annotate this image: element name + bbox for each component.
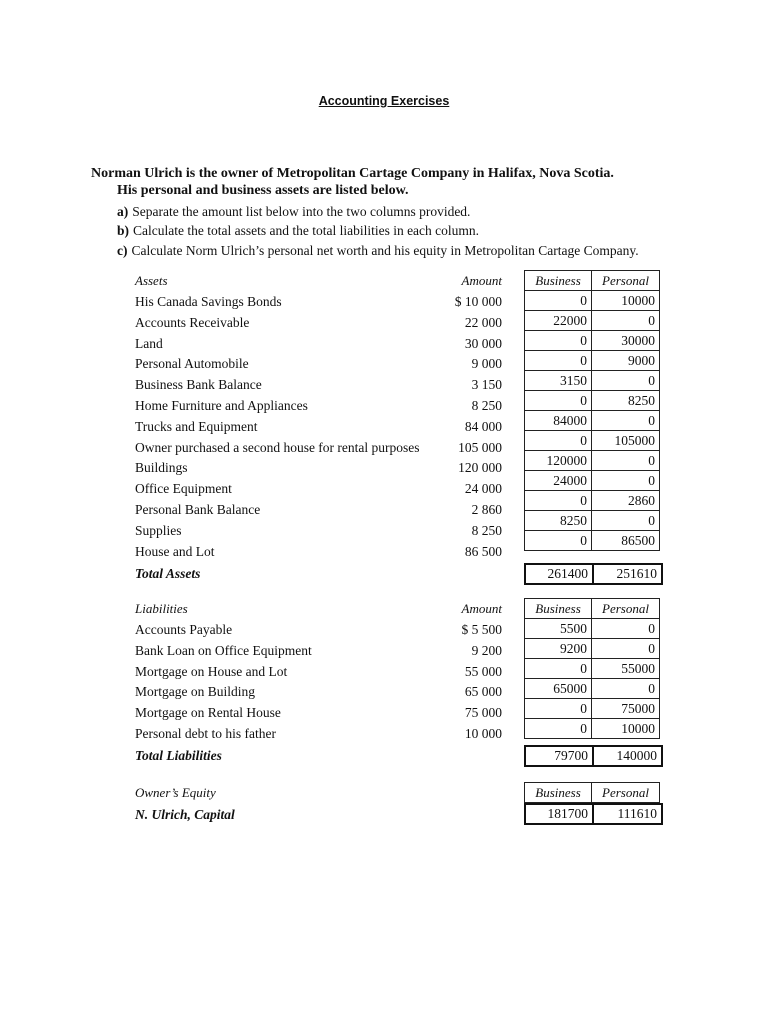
- row-amount: $ 5 500: [461, 622, 502, 637]
- row-label: Personal Automobile: [135, 356, 249, 372]
- business-cell: 22000: [525, 311, 592, 331]
- liabilities-grid-row: [525, 719, 660, 739]
- question-letter: b): [117, 223, 130, 238]
- business-cell: 3150: [525, 371, 592, 391]
- business-heading: Business: [525, 271, 592, 291]
- intro-line-2: His personal and business assets are listed below.: [117, 183, 409, 198]
- business-cell: 0: [525, 351, 592, 371]
- row-amount: 105 000: [458, 439, 502, 455]
- row-amount: 75 000: [464, 705, 502, 721]
- business-cell: 8250: [525, 511, 592, 531]
- assets-grid-row: [525, 351, 660, 371]
- row-amount: 10 000: [464, 726, 502, 741]
- business-cell: 0: [525, 719, 592, 739]
- business-cell: 0: [525, 491, 592, 511]
- question-letter: c): [117, 243, 128, 258]
- row-label: Owner purchased a second house for rental purposes: [135, 439, 420, 455]
- equity-capital-label: N. Ulrich, Capital: [135, 807, 235, 822]
- personal-cell: 0: [592, 451, 660, 471]
- question-letter: a): [117, 204, 129, 219]
- personal-heading: Personal: [592, 599, 660, 619]
- business-cell: 65000: [525, 679, 592, 699]
- assets-total-personal: 251610: [593, 564, 662, 584]
- equity-personal: 111610: [593, 804, 662, 824]
- liabilities-total-personal: 140000: [593, 746, 662, 766]
- equity-grid-header: [525, 783, 660, 803]
- assets-total-business: 261400: [525, 564, 593, 584]
- equity-total-box: [524, 803, 663, 825]
- row-label: Bank Loan on Office Equipment: [135, 642, 312, 658]
- business-cell: 0: [525, 531, 592, 551]
- row-label: Accounts Payable: [135, 622, 233, 637]
- page-title: Accounting Exercises: [318, 94, 450, 108]
- personal-cell: 9000: [592, 351, 660, 371]
- liabilities-grid-header: [525, 599, 660, 619]
- assets-grid-row: [525, 431, 660, 451]
- assets-grid-row: [525, 411, 660, 431]
- assets-grid-row: [525, 291, 660, 311]
- row-amount: 9 200: [471, 642, 502, 658]
- question-c: [117, 243, 639, 259]
- personal-cell: 10000: [592, 291, 660, 311]
- business-heading: Business: [525, 599, 592, 619]
- assets-grid-header: [525, 271, 660, 291]
- assets-grid-row: [525, 471, 660, 491]
- liabilities-amount-heading: Amount: [461, 601, 502, 616]
- assets-grid: [524, 270, 660, 551]
- row-label: Home Furniture and Appliances: [135, 398, 308, 413]
- row-amount: 2 860: [471, 502, 502, 517]
- assets-heading: Assets: [135, 273, 168, 288]
- row-label: Personal Bank Balance: [135, 502, 261, 517]
- assets-grid-row: [525, 511, 660, 531]
- assets-grid-row: [525, 391, 660, 411]
- question-text: Calculate the total assets and the total liabilities in each column.: [133, 223, 480, 238]
- row-label: Office Equipment: [135, 481, 232, 497]
- business-cell: 0: [525, 659, 592, 679]
- row-label: Business Bank Balance: [135, 377, 262, 393]
- row-label: His Canada Savings Bonds: [135, 294, 282, 309]
- row-amount: 8 250: [471, 522, 502, 538]
- row-amount: 24 000: [464, 481, 502, 497]
- business-cell: 0: [525, 699, 592, 719]
- row-label: House and Lot: [135, 543, 215, 559]
- question-a: [117, 204, 470, 220]
- row-amount: 86 500: [464, 543, 502, 559]
- personal-cell: 0: [592, 511, 660, 531]
- assets-grid-row: [525, 311, 660, 331]
- row-amount: 22 000: [464, 314, 502, 330]
- personal-cell: 0: [592, 619, 660, 639]
- business-cell: 9200: [525, 639, 592, 659]
- personal-cell: 2860: [592, 491, 660, 511]
- assets-total-label: Total Assets: [135, 566, 201, 581]
- assets-grid-row: [525, 491, 660, 511]
- personal-cell: 8250: [592, 391, 660, 411]
- liabilities-total-business: 79700: [525, 746, 593, 766]
- assets-amount-heading: Amount: [461, 273, 502, 288]
- question-text: Separate the amount list below into the two columns provided.: [132, 204, 471, 219]
- personal-cell: 0: [592, 679, 660, 699]
- business-heading: Business: [525, 783, 592, 803]
- personal-cell: 105000: [592, 431, 660, 451]
- row-amount: 3 150: [471, 377, 502, 393]
- personal-cell: 0: [592, 639, 660, 659]
- row-amount: 84 000: [464, 418, 502, 434]
- assets-grid-row: [525, 451, 660, 471]
- personal-cell: 0: [592, 471, 660, 491]
- business-cell: 0: [525, 291, 592, 311]
- row-label: Buildings: [135, 460, 188, 476]
- liabilities-grid-row: [525, 619, 660, 639]
- row-amount: $ 10 000: [454, 294, 502, 309]
- row-label: Land: [135, 335, 163, 351]
- personal-heading: Personal: [592, 783, 660, 803]
- equity-heading: Owner’s Equity: [135, 785, 216, 800]
- personal-cell: 0: [592, 371, 660, 391]
- liabilities-grid-row: [525, 699, 660, 719]
- liabilities-grid-row: [525, 679, 660, 699]
- assets-grid-row: [525, 531, 660, 551]
- personal-cell: 30000: [592, 331, 660, 351]
- liabilities-grid-row: [525, 639, 660, 659]
- personal-cell: 55000: [592, 659, 660, 679]
- liabilities-total-label: Total Liabilities: [135, 748, 222, 763]
- personal-heading: Personal: [592, 271, 660, 291]
- assets-grid-row: [525, 371, 660, 391]
- row-amount: 120 000: [458, 460, 502, 476]
- personal-cell: 86500: [592, 531, 660, 551]
- row-amount: 65 000: [464, 684, 502, 700]
- personal-cell: 0: [592, 311, 660, 331]
- row-label: Mortgage on Building: [135, 684, 255, 700]
- row-label: Trucks and Equipment: [135, 418, 258, 434]
- personal-cell: 75000: [592, 699, 660, 719]
- business-cell: 24000: [525, 471, 592, 491]
- assets-total-box: [524, 563, 663, 585]
- business-cell: 5500: [525, 619, 592, 639]
- question-b: [117, 223, 479, 239]
- row-amount: 8 250: [471, 398, 502, 413]
- equity-business: 181700: [525, 804, 593, 824]
- personal-cell: 10000: [592, 719, 660, 739]
- row-label: Supplies: [135, 522, 182, 538]
- row-label: Accounts Receivable: [135, 314, 250, 330]
- personal-cell: 0: [592, 411, 660, 431]
- liabilities-total-box: [524, 745, 663, 767]
- business-cell: 0: [525, 431, 592, 451]
- business-cell: 0: [525, 331, 592, 351]
- intro-line-1: Norman Ulrich is the owner of Metropolitan Cartage Company in Halifax, Nova Scotia.: [91, 166, 614, 181]
- assets-grid-row: [525, 331, 660, 351]
- row-label: Mortgage on Rental House: [135, 705, 281, 721]
- row-amount: 55 000: [464, 663, 502, 679]
- liabilities-grid: [524, 598, 660, 739]
- liabilities-heading: Liabilities: [135, 601, 188, 616]
- business-cell: 84000: [525, 411, 592, 431]
- question-text: Calculate Norm Ulrich’s personal net worth and his equity in Metropolitan Cartage Company.: [131, 243, 639, 258]
- business-cell: 0: [525, 391, 592, 411]
- row-amount: 9 000: [471, 356, 502, 372]
- equity-grid: [524, 782, 660, 803]
- row-label: Personal debt to his father: [135, 726, 276, 741]
- business-cell: 120000: [525, 451, 592, 471]
- row-label: Mortgage on House and Lot: [135, 663, 288, 679]
- row-amount: 30 000: [464, 335, 502, 351]
- liabilities-grid-row: [525, 659, 660, 679]
